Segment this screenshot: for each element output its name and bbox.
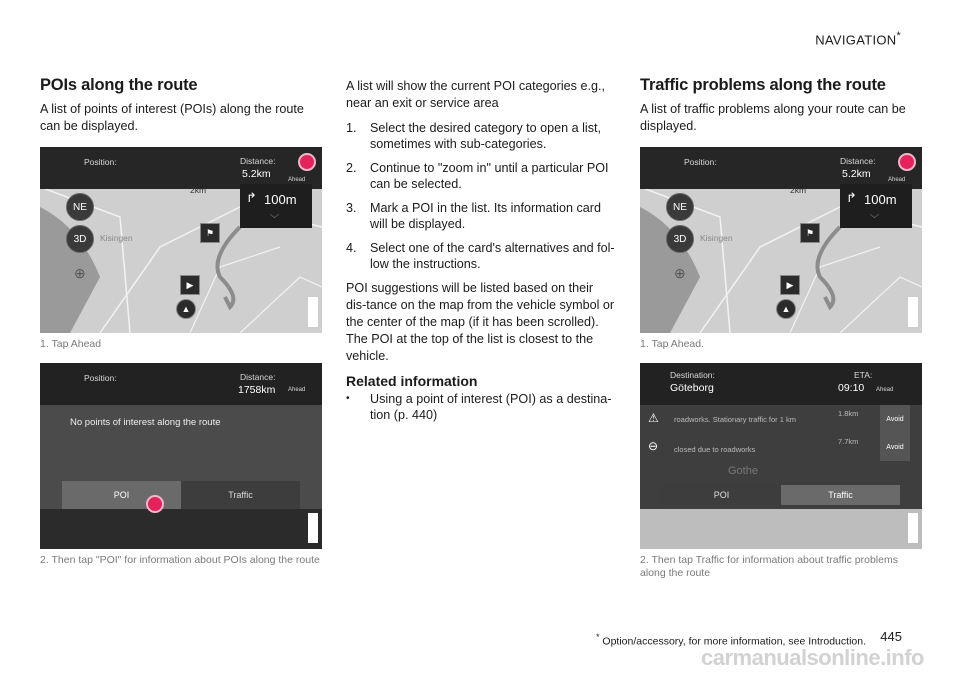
distance-label: Distance:: [240, 156, 276, 166]
image-code: [908, 513, 918, 543]
map-city-label: Gothe: [728, 465, 758, 477]
vehicle-symbol-icon: ▲: [176, 299, 196, 319]
position-label: Position:: [84, 157, 117, 167]
list-topbar: [40, 363, 322, 405]
eta-label: ETA:: [854, 370, 873, 380]
view-3d-button[interactable]: 3D: [666, 225, 694, 253]
ahead-button[interactable]: Ahead: [288, 387, 306, 393]
list-item: 2. Continue to "zoom in" until a particular POI can be selected.: [346, 161, 609, 191]
column-pois: [40, 74, 322, 567]
running-header: [815, 30, 901, 47]
destination-flag-icon: ⚑: [200, 223, 220, 243]
tap-indicator-icon: [898, 153, 916, 171]
distance-label: Distance:: [240, 372, 276, 382]
chevron-down-icon[interactable]: ﹀: [270, 214, 280, 224]
image-code: [308, 297, 318, 327]
related-item[interactable]: • Using a point of interest (POI) as a destina-tion (p. 440): [346, 391, 616, 423]
city-label: Kisingen: [700, 233, 733, 243]
poi-list-intro: A list will show the current POI categories e.g., near an exit or service area: [346, 79, 605, 110]
heading-traffic: Traffic problems along the route: [640, 76, 886, 94]
screenshot-traffic-list: [640, 363, 922, 549]
roadworks-icon: ⚠: [648, 411, 659, 425]
watermark: carmanualsonline.info: [701, 645, 924, 670]
column-poi-steps: [346, 78, 616, 423]
screenshot-poi-list: [40, 363, 322, 549]
turn-instruction-box[interactable]: [840, 184, 912, 228]
ahead-tabs: [62, 481, 300, 509]
tab-poi[interactable]: POI: [62, 481, 181, 509]
crosshair-icon[interactable]: ⊕: [674, 265, 686, 281]
map-scale: 2km: [190, 185, 207, 195]
list-item: 1. Select the desired category to open a list, sometimes with sub-categories.: [346, 121, 602, 151]
poi-marker-icon: ▶: [180, 275, 200, 295]
turn-distance: 100m: [864, 192, 897, 207]
road-closed-icon: ⊖: [648, 439, 659, 453]
empty-poi-message: No points of interest along the route: [70, 417, 221, 428]
compass-ne-button[interactable]: NE: [666, 193, 694, 221]
option-asterisk: *: [896, 30, 901, 42]
distance-value: 5.2km: [842, 168, 871, 180]
city-label: Kisingen: [100, 233, 133, 243]
distance-label: Distance:: [840, 156, 876, 166]
related-link[interactable]: Using a point of interest (POI) as a destina-tion (p. 440): [370, 392, 612, 422]
poi-steps-list: [346, 120, 616, 272]
ahead-button[interactable]: Ahead: [876, 387, 894, 393]
tap-indicator-icon: [146, 495, 164, 513]
distance-value: 5.2km: [242, 168, 271, 180]
destination-label: Destination:: [670, 370, 715, 380]
fig1-caption: 1. Tap Ahead: [40, 338, 102, 350]
tab-poi[interactable]: POI: [662, 485, 781, 505]
turn-right-icon: ↱: [246, 190, 257, 205]
ahead-button[interactable]: Ahead: [288, 177, 306, 183]
poi-marker-icon: ▶: [780, 275, 800, 295]
map-topbar: [40, 147, 322, 189]
heading-pois: POIs along the route: [40, 76, 198, 94]
chevron-down-icon[interactable]: ﹀: [870, 214, 880, 224]
fig4-caption: 2. Then tap Traffic for information about traffic problems along the route: [640, 554, 898, 579]
turn-right-icon: ↱: [846, 190, 857, 205]
eta-value: 09:10: [838, 382, 865, 394]
ahead-tabs: [662, 485, 900, 505]
footnote: * Option/accessory, for more information, see Introduction.: [596, 632, 866, 648]
image-code: [308, 513, 318, 543]
avoid-button[interactable]: Avoid: [880, 433, 910, 461]
vehicle-symbol-icon: ▲: [776, 299, 796, 319]
view-3d-button[interactable]: 3D: [66, 225, 94, 253]
map-topbar: [640, 147, 922, 189]
fig3-caption: 1. Tap Ahead.: [640, 338, 705, 350]
crosshair-icon[interactable]: ⊕: [74, 265, 86, 281]
distance-value: 1758km: [238, 384, 276, 396]
ahead-button[interactable]: Ahead: [888, 177, 906, 183]
intro-traffic: A list of traffic problems along your route can be displayed.: [640, 102, 906, 133]
position-label: Position:: [84, 373, 117, 383]
image-code: [908, 297, 918, 327]
intro-pois: A list of points of interest (POIs) along the route can be displayed.: [40, 102, 304, 133]
page-number: 445: [880, 629, 902, 644]
avoid-button[interactable]: Avoid: [880, 405, 910, 433]
screenshot-map-ahead: [40, 147, 322, 333]
related-heading: Related information: [346, 373, 478, 389]
section-title: NAVIGATION: [815, 32, 897, 48]
screenshot-map-ahead-2: [640, 147, 922, 333]
tap-indicator-icon: [298, 153, 316, 171]
position-label: Position:: [684, 157, 717, 167]
destination-value: Göteborg: [670, 382, 714, 394]
column-traffic: [640, 74, 910, 580]
list-item: 4. Select one of the card's alternatives and fol-low the instructions.: [346, 241, 615, 271]
tab-traffic[interactable]: Traffic: [781, 485, 900, 505]
turn-distance: 100m: [264, 192, 297, 207]
poi-order-note: POI suggestions will be listed based on their dis-tance on the map from the vehicle symbol or the center of the map (if it has been scrolled). The POI at the top of the list is closest to the vehicle.: [346, 281, 615, 363]
tab-traffic[interactable]: Traffic: [181, 481, 300, 509]
list-item: 3. Mark a POI in the list. Its information card will be displayed.: [346, 201, 601, 231]
fig2-caption: 2. Then tap "POI" for information about POIs along the route: [40, 554, 320, 566]
map-scale: 2km: [790, 185, 807, 195]
turn-instruction-box[interactable]: [240, 184, 312, 228]
list-item[interactable]: ⊖ closed due to roadworks 7.7km Avoid: [640, 433, 922, 461]
destination-flag-icon: ⚑: [800, 223, 820, 243]
list-item[interactable]: ⚠ roadworks. Stationary traffic for 1 km 1.8km Avoid: [640, 405, 922, 433]
map-strip: [640, 509, 922, 549]
compass-ne-button[interactable]: NE: [66, 193, 94, 221]
